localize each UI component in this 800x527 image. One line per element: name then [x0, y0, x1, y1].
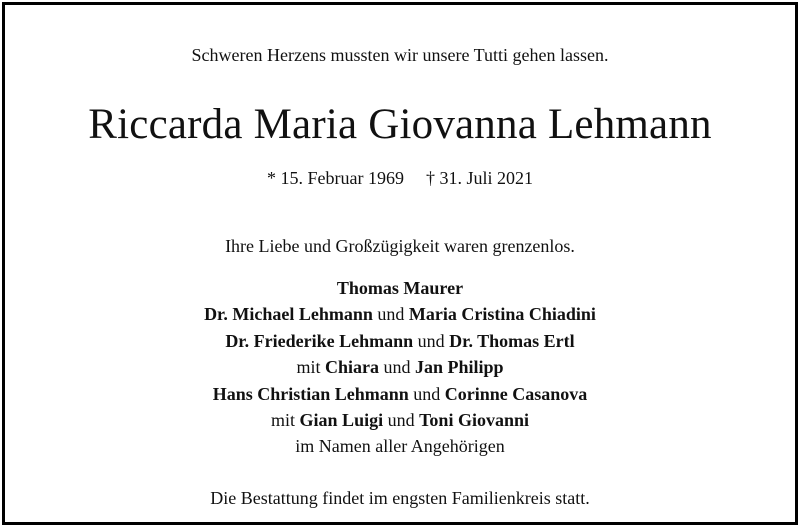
- mourner-name: Dr. Friederike Lehmann: [225, 330, 414, 351]
- mourner-row: [5, 328, 795, 354]
- mourners-list: [5, 275, 795, 460]
- mourner-row: [5, 275, 795, 301]
- mourner-name: Hans Christian Lehmann: [212, 383, 409, 404]
- closing-text: Die Bestattung findet im engsten Familienkreis statt.: [210, 488, 590, 508]
- mourner-name: Dr. Thomas Ertl: [449, 330, 575, 351]
- mourner-name: Corinne Casanova: [444, 383, 588, 404]
- deceased-name: Riccarda Maria Giovanna Lehmann: [88, 101, 712, 148]
- tribute-text: Ihre Liebe und Großzügigkeit waren grenzenlos.: [225, 236, 575, 256]
- mourner-row: [5, 381, 795, 407]
- obituary-notice: [2, 2, 798, 525]
- mourner-name: Toni Giovanni: [419, 409, 529, 430]
- mourner-row: [5, 433, 795, 459]
- conjunction: und: [383, 357, 411, 378]
- conjunction: und: [377, 304, 405, 325]
- preposition: mit: [271, 409, 296, 430]
- intro-text: Schweren Herzens mussten wir unsere Tutti gehen lassen.: [191, 45, 609, 65]
- conjunction: und: [417, 330, 445, 351]
- mourner-name: Maria Cristina Chiadini: [408, 304, 596, 325]
- birth-date: * 15. Februar 1969: [267, 168, 404, 188]
- mourner-name: Dr. Michael Lehmann: [204, 304, 373, 325]
- mourner-name: Jan Philipp: [414, 357, 504, 378]
- mourner-row: [5, 354, 795, 380]
- mourner-row: [5, 301, 795, 327]
- mourner-name: Gian Luigi: [299, 409, 384, 430]
- mourner-name: Chiara: [324, 357, 379, 378]
- life-dates: [5, 169, 795, 187]
- mourner-row: [5, 407, 795, 433]
- conjunction: und: [413, 383, 441, 404]
- death-date: † 31. Juli 2021: [425, 168, 533, 188]
- preposition: mit: [296, 357, 321, 378]
- mourner-name: Thomas Maurer: [336, 278, 464, 298]
- relatives-note: im Namen aller Angehörigen: [295, 436, 505, 457]
- conjunction: und: [387, 409, 415, 430]
